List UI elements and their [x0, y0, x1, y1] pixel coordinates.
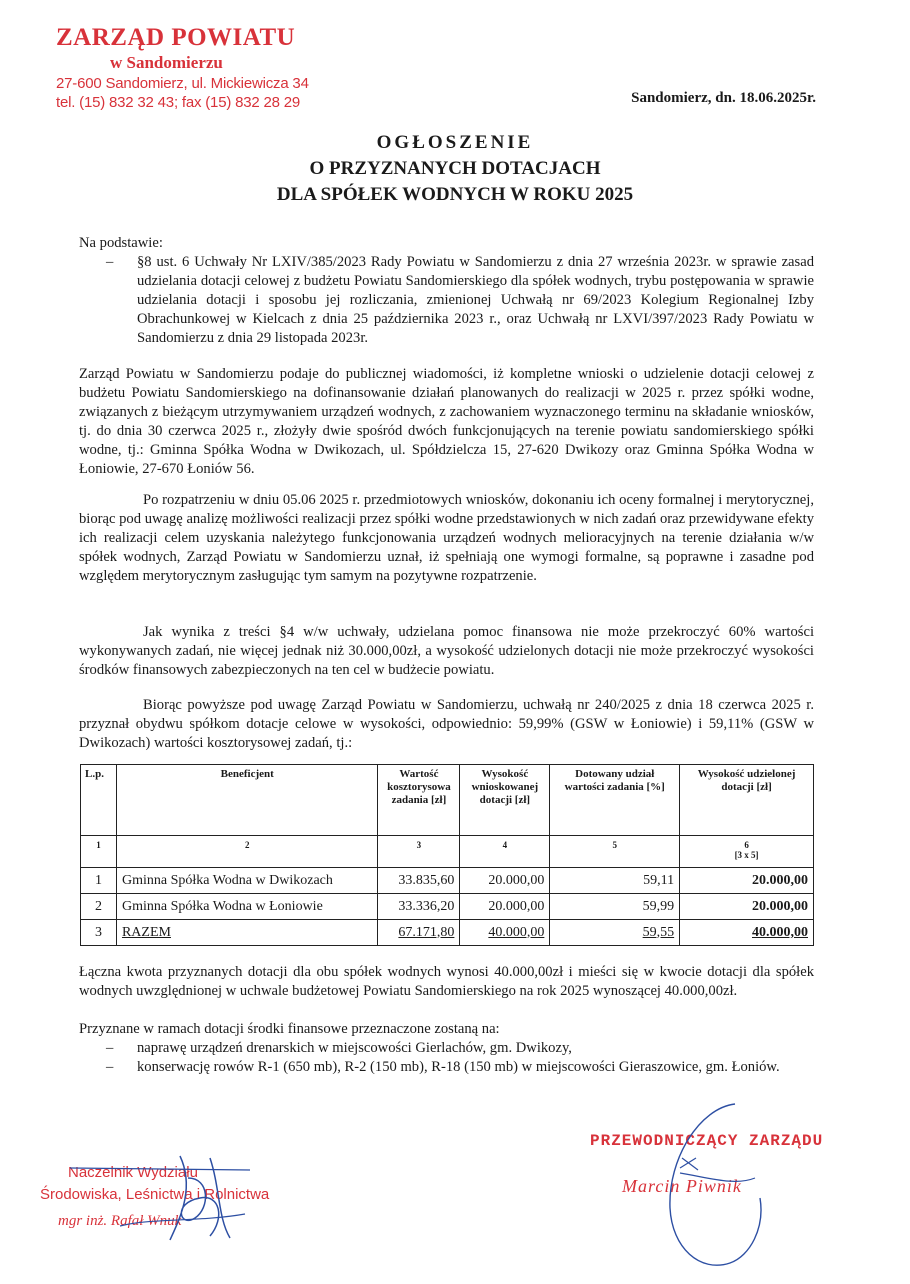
- paragraph-4: Biorąc powyższe pod uwagę Zarząd Powiatu w Sandomierzu, uchwałą nr 240/2025 z dnia 18 czerwca 2025 r. przyznał obydwu spółkom dotacje celowe w wysokości, odpowiednio: 59,99% (GSW w Łoniowie) i 59,11% (GSW w Dwikozach) wartości kosztorysowej zadań, tj.:: [79, 697, 814, 751]
- header-beneficiary: Beneficjent: [116, 765, 377, 836]
- purposes-list: [79, 1039, 814, 1077]
- org-city: w Sandomierzu: [110, 53, 223, 72]
- cell-requested: 20.000,00: [460, 868, 550, 894]
- cell-share: 59,55: [550, 920, 680, 946]
- org-name: ZARZĄD POWIATU: [56, 24, 296, 51]
- cell-cost: 33.336,20: [378, 894, 460, 920]
- basis-list: [79, 253, 814, 348]
- basis-item-text: §8 ust. 6 Uchwały Nr LXIV/385/2023 Rady Powiatu w Sandomierzu z dnia 27 września 2023r. w sprawie zasad udzielania dotacji celowej z budżetu Powiatu Sandomierskiego dla spółek wodnych, trybu postępowania w sprawie udzielania dotacji i sposobu jej rozliczania, zmienionej Uchwałą nr 69/2023 Kolegium Regionalnej Izby Obrachunkowej w Kielcach z dnia 25 października 2023 r., oraz Uchwałą nr LXVI/397/2023 Rady Powiatu w Sandomierzu z dnia 29 listopada 2023r.: [137, 254, 814, 346]
- paragraph-6: Przyznane w ramach dotacji środki finansowe przeznaczone zostaną na:: [79, 1021, 500, 1037]
- date-line: Sandomierz, dn. 18.06.2025r.: [631, 90, 816, 106]
- col-number: 6: [744, 840, 749, 850]
- board-chair-name: Marcin Piwnik: [622, 1176, 742, 1196]
- grants-table: [80, 764, 814, 946]
- title-line-3: DLA SPÓŁEK WODNYCH W ROKU 2025: [276, 184, 634, 205]
- title-line-2: O PRZYZNANYCH DOTACJACH: [309, 158, 601, 179]
- header-requested: Wysokość wnioskowanej dotacji [zł]: [460, 765, 550, 836]
- cell-requested: 20.000,00: [460, 894, 550, 920]
- paragraph-5: Łączna kwota przyznanych dotacji dla obu spółek wodnych wynosi 40.000,00zł i mieści się w kwocie dotacji dla spółek wodnych uwzględnionej w uchwale budżetowej Powiatu Sandomierskiego na rok 2025 wynoszącej 40.000,00zł.: [79, 964, 814, 999]
- header-share: Dotowany udział wartości zadania [%]: [550, 765, 680, 836]
- cell-lp: 1: [81, 868, 117, 894]
- cell-lp: 3: [81, 920, 117, 946]
- table-row-total: [81, 920, 814, 946]
- col-number: 2: [116, 836, 377, 868]
- col-number: 4: [460, 836, 550, 868]
- org-address: 27-600 Sandomierz, ul. Mickiewicza 34: [56, 75, 309, 92]
- stamp-line: Środowiska, Leśnictwa i Rolnictwa: [40, 1186, 270, 1203]
- list-item: [79, 1058, 814, 1077]
- cell-lp: 2: [81, 894, 117, 920]
- cell-name: Gminna Spółka Wodna w Dwikozach: [116, 868, 377, 894]
- document-title: [0, 130, 910, 208]
- paragraph-1: Zarząd Powiatu w Sandomierzu podaje do publicznej wiadomości, iż kompletne wnioski o udzielenie dotacji celowej z budżetu Powiatu Sandomierskiego na dofinansowanie działań planowanych do realizacji w 2025 r. przez spółki wodne, związanych z bieżącym utrzymywaniem urządzeń wodnych, z zachowaniem wyznaczonego terminu na składanie wniosków, tj. do dnia 30 czerwca 2025 r., złożyły dwie spośród dwóch funkcjonujących na terenie powiatu sandomierskiego spółki wodne, tj.: Gminna Spółka Wodna w Dwikozach, ul. Spółdzielcza 15, 27-620 Dwikozy oraz Gminna Spółka Wodna w Łoniowie, 27-670 Łoniów 56.: [79, 366, 814, 477]
- cell-cost: 33.835,60: [378, 868, 460, 894]
- list-dash: –: [106, 1040, 114, 1056]
- header-lp: L.p.: [81, 765, 117, 836]
- col-number: 1: [81, 836, 117, 868]
- header-cost: Wartość kosztorysowa zadania [zł]: [378, 765, 460, 836]
- col-number: 3: [378, 836, 460, 868]
- cell-granted: 40.000,00: [680, 920, 814, 946]
- list-item: [79, 253, 814, 348]
- cell-share: 59,99: [550, 894, 680, 920]
- basis-intro: Na podstawie:: [79, 235, 163, 251]
- cell-cost: 67.171,80: [378, 920, 460, 946]
- cell-share: 59,11: [550, 868, 680, 894]
- stamp-line: Naczelnik Wydziału: [68, 1164, 198, 1181]
- list-dash: –: [106, 254, 114, 270]
- cell-requested: 40.000,00: [460, 920, 550, 946]
- list-item: [79, 1039, 814, 1058]
- stamp-line: mgr inż. Rafał Wnuk: [58, 1213, 182, 1229]
- table-row: [81, 868, 814, 894]
- header-granted: Wysokość udzielonej dotacji [zł]: [680, 765, 814, 836]
- purpose-item: konserwację rowów R-1 (650 mb), R-2 (150 mb), R-18 (150 mb) w miejscowości Gieraszowice, gm. Łoniów.: [137, 1059, 780, 1075]
- cell-name: Gminna Spółka Wodna w Łoniowie: [116, 894, 377, 920]
- cell-granted: 20.000,00: [680, 894, 814, 920]
- paragraph-2: Po rozpatrzeniu w dniu 05.06 2025 r. przedmiotowych wniosków, dokonaniu ich oceny formalnej i merytorycznej, biorąc pod uwagę analizę możliwości realizacji przez spółki wodne przedstawionych w nich zadań oraz przewidywane efekty ich realizacji celem uzyskania należytego funkcjonowania urządzeń wodnych melioracyjnych na terenie działania w/w spółek wodnych, Zarząd Powiatu w Sandomierzu uznał, iż spełniają one wymogi formalne, są poprawne i zasadne pod względem merytorycznym zasługując tym samym na pozytywne rozpatrzenie.: [79, 492, 814, 584]
- col-number: 5: [550, 836, 680, 868]
- list-dash: –: [106, 1059, 114, 1075]
- col-number-note: [3 x 5]: [734, 850, 759, 860]
- board-chair-stamp: PRZEWODNICZĄCY ZARZĄDU: [590, 1132, 824, 1150]
- letterhead-stamp: [56, 24, 309, 112]
- table-header-row: [81, 765, 814, 836]
- department-head-stamp: [40, 1162, 269, 1232]
- cell-granted: 20.000,00: [680, 868, 814, 894]
- org-phone: tel. (15) 832 32 43; fax (15) 832 28 29: [56, 94, 301, 111]
- col-number-6: [680, 836, 814, 868]
- table-number-row: [81, 836, 814, 868]
- cell-name: RAZEM: [116, 920, 377, 946]
- purpose-item: naprawę urządzeń drenarskich w miejscowości Gierlachów, gm. Dwikozy,: [137, 1040, 572, 1056]
- title-line-1: OGŁOSZENIE: [376, 132, 534, 153]
- paragraph-3: Jak wynika z treści §4 w/w uchwały, udzielana pomoc finansowa nie może przekroczyć 60% wartości wykonywanych zadań, nie więcej jednak niż 30.000,00zł, a wysokość udzielonych dotacji nie może przekroczyć wysokości środków finansowych zabezpieczonych na ten cel w budżecie powiatu.: [79, 624, 814, 678]
- table-row: [81, 894, 814, 920]
